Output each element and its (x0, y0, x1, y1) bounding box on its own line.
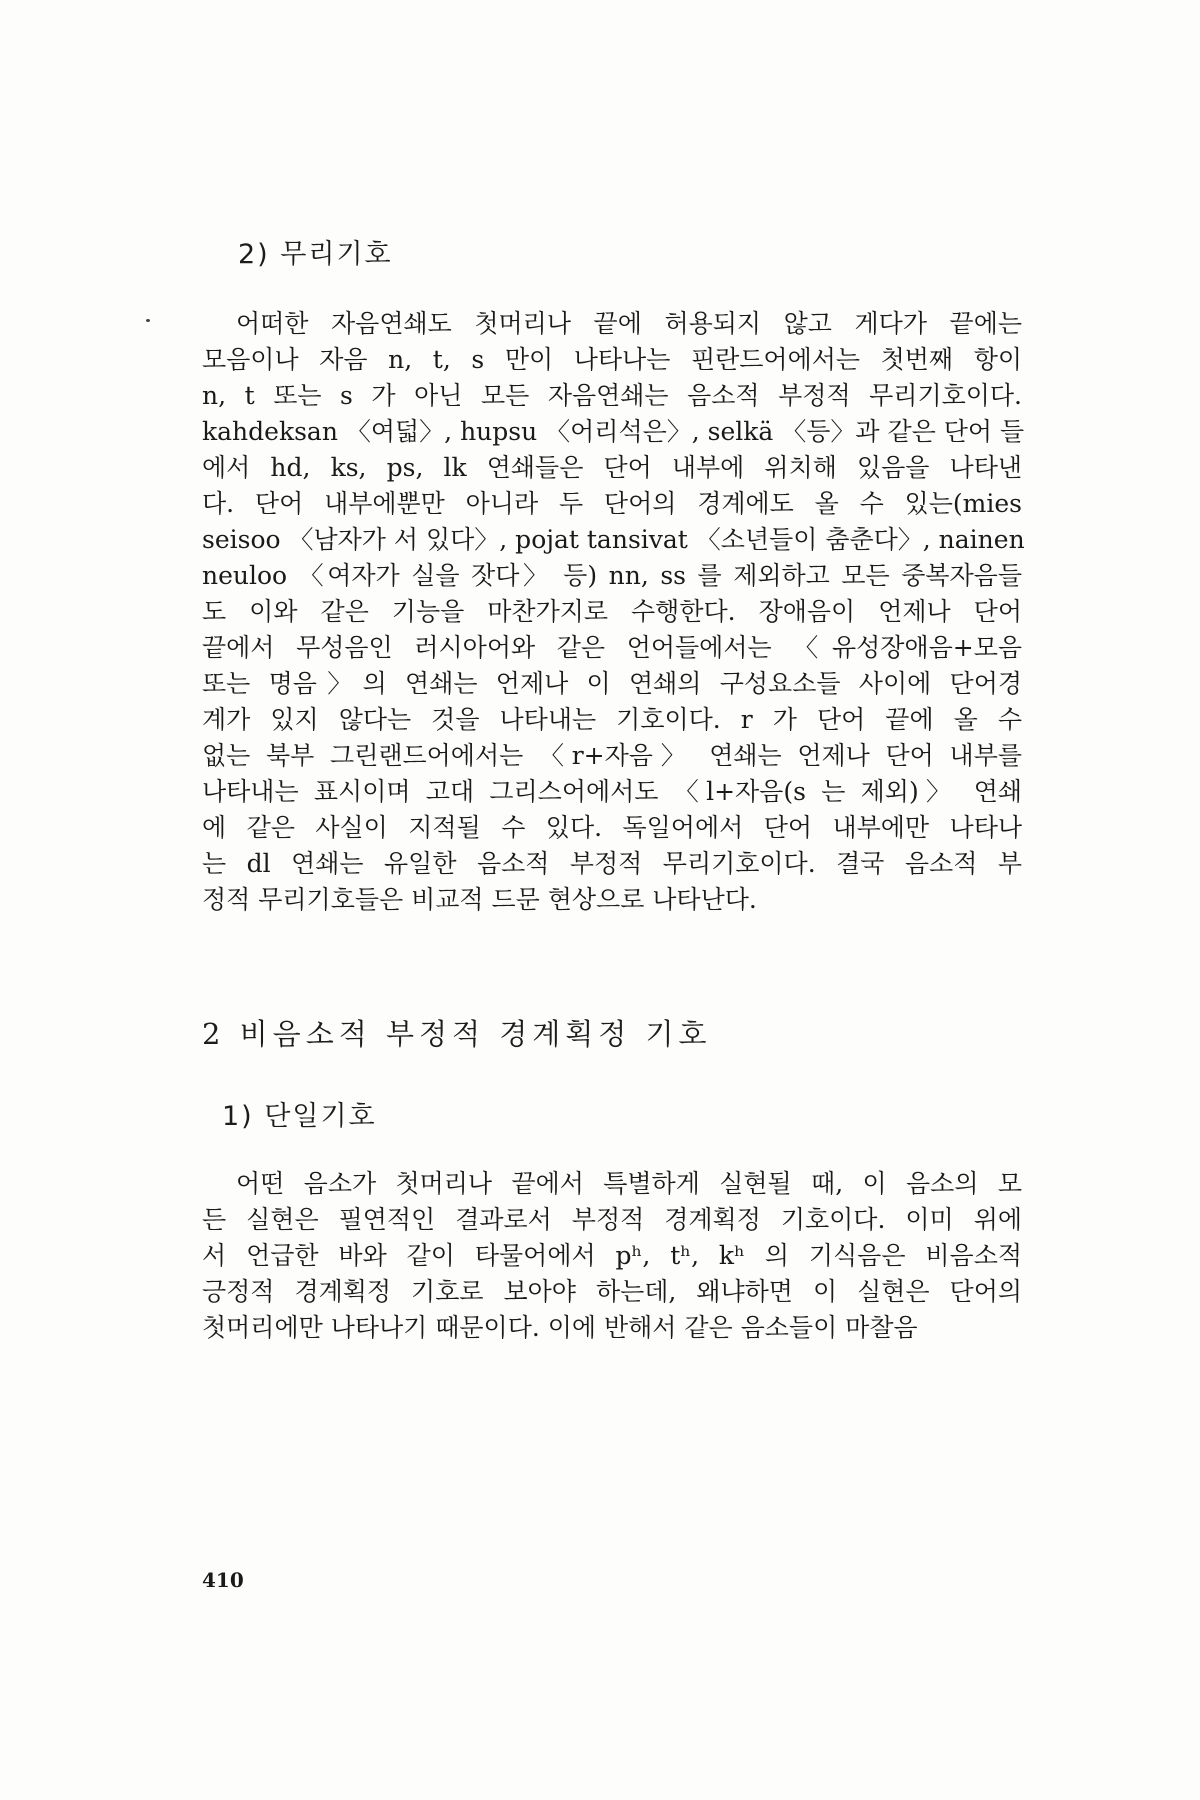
text-line: kahdeksan 〈여덟〉, hupsu 〈어리석은〉, selkä 〈등〉과 같은 단어 들 (202, 417, 1025, 446)
text-line: 든 실현은 필연적인 결과로서 부정적 경계획정 기호이다. 이미 위에 (202, 1205, 1022, 1234)
text-line: 긍정적 경계획정 기호로 보아야 하는데, 왜냐하면 이 실현은 단어의 (202, 1277, 1022, 1306)
subsection-heading-cluster-signals: 2) 무리기호 (238, 239, 393, 270)
page-number: 410 (202, 1568, 244, 1592)
text-line: 다. 단어 내부에뿐만 아니라 두 단어의 경계에도 올 수 있는(mies (202, 489, 1022, 518)
text-line: 도 이와 같은 기능을 마찬가지로 수행한다. 장애음이 언제나 단어 (202, 597, 1022, 626)
text-line: 어떤 음소가 첫머리나 끝에서 특별하게 실현될 때, 이 음소의 모 (236, 1169, 1022, 1198)
text-line: 끝에서 무성음인 러시아어와 같은 언어들에서는 〈유성장애음+모음 (202, 633, 1022, 662)
text-line: 계가 있지 않다는 것을 나타내는 기호이다. r 가 단어 끝에 올 수 (202, 705, 1022, 734)
text-line: 첫머리에만 나타나기 때문이다. 이에 반해서 같은 음소들이 마찰음 (202, 1313, 918, 1342)
text-line: 모음이나 자음 n, t, s 만이 나타나는 핀란드어에서는 첫번째 항이 (202, 345, 1022, 374)
section-heading-nonphonemic-negative-signals: 2 비음소적 부정적 경계획정 기호 (202, 1017, 712, 1051)
text-line: 또는 명음〉의 연쇄는 언제나 이 연쇄의 구성요소들 사이에 단어경 (202, 669, 1022, 698)
text-line: 나타내는 표시이며 고대 그리스어에서도 〈l+자음(s 는 제외)〉 연쇄 (202, 777, 1022, 806)
text-line: 에 같은 사실이 지적될 수 있다. 독일어에서 단어 내부에만 나타나 (202, 813, 1022, 842)
paragraph-cluster-signals (202, 306, 1025, 918)
subsection-heading-single-signals: 1) 단일기호 (222, 1101, 377, 1132)
paragraph-single-signals (202, 1166, 1022, 1346)
scan-speck (146, 319, 150, 322)
text-line: n, t 또는 s 가 아닌 모든 자음연쇄는 음소적 부정적 무리기호이다. (202, 381, 1022, 410)
text-line: neuloo 〈여자가 실을 잣다〉 등) nn, ss 를 제외하고 모든 중복자음들 (202, 561, 1022, 590)
text-line: 에서 hd, ks, ps, lk 연쇄들은 단어 내부에 위치해 있음을 나타낸 (202, 453, 1022, 482)
text-line: 는 dl 연쇄는 유일한 음소적 부정적 무리기호이다. 결국 음소적 부 (202, 849, 1022, 878)
text-line: 어떠한 자음연쇄도 첫머리나 끝에 허용되지 않고 게다가 끝에는 (236, 309, 1022, 338)
text-line: seisoo 〈남자가 서 있다〉, pojat tansivat 〈소년들이 춤춘다〉, nainen (202, 525, 1025, 554)
text-line: 서 언급한 바와 같이 타물어에서 pʰ, tʰ, kʰ 의 기식음은 비음소적 (202, 1241, 1022, 1270)
text-line: 정적 무리기호들은 비교적 드문 현상으로 나타난다. (202, 885, 757, 914)
text-line: 없는 북부 그린랜드어에서는 〈r+자음〉 연쇄는 언제나 단어 내부를 (202, 741, 1022, 770)
